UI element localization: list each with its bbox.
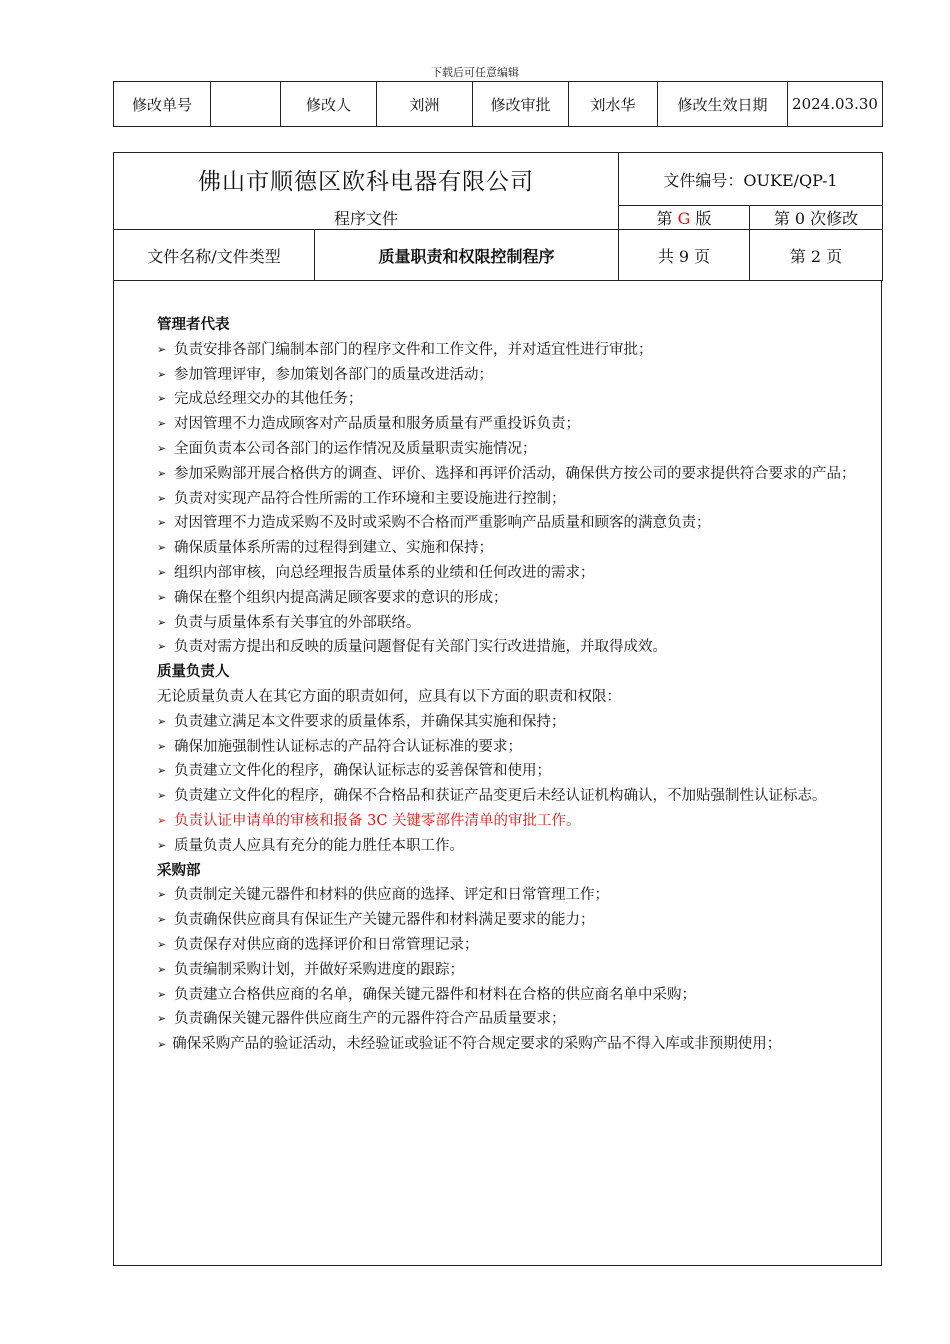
list-item <box>157 561 871 586</box>
list-item <box>157 834 871 859</box>
arrow-bullet-icon: ➢ <box>157 342 167 356</box>
list-item-text: 负责编制采购计划，并做好采购进度的跟踪； <box>174 961 464 978</box>
list-item <box>157 735 871 760</box>
list-item-text: 负责制定关键元器件和材料的供应商的选择、评定和日常管理工作； <box>174 887 609 904</box>
arrow-bullet-icon: ➢ <box>157 516 167 530</box>
list-item <box>157 784 871 809</box>
arrow-bullet-icon: ➢ <box>157 987 167 1001</box>
list-item <box>157 338 871 363</box>
list-item-text: 负责建立文件化的程序，确保不合格品和获证产品变更后未经认证机构确认，不加贴强制性认证标志。 <box>174 788 827 805</box>
list-item-text: 质量负责人应具有充分的能力胜任本职工作。 <box>174 837 464 854</box>
list-item-text: 负责认证申请单的审核和报备 3C 关键零部件清单的审批工作。 <box>174 812 581 829</box>
list-item <box>157 387 871 412</box>
document-body <box>113 281 882 1266</box>
version-suffix: 版 <box>695 209 712 228</box>
list-item-text: 负责与质量体系有关事宜的外部联络。 <box>174 614 421 631</box>
arrow-bullet-icon: ➢ <box>157 640 167 654</box>
list-item-text: 负责确保关键元器件供应商生产的元器件符合产品质量要求； <box>174 1011 566 1028</box>
list-item-text: 完成总经理交办的其他任务； <box>174 391 363 408</box>
page-number: 第 2 页 <box>750 230 883 281</box>
effective-date-label: 修改生效日期 <box>658 82 788 127</box>
version-cell <box>619 206 750 230</box>
list-item <box>157 759 871 784</box>
arrow-bullet-icon: ➢ <box>157 838 167 852</box>
quality-manager-intro: 无论质量负责人在其它方面的职责如何，应具有以下方面的职责和权限： <box>157 688 621 705</box>
list-item-text: 确保加施强制性认证标志的产品符合认证标准的要求； <box>174 738 522 755</box>
list-item <box>157 511 871 536</box>
list-item-text: 负责对需方提出和反映的质量问题督促有关部门实行改进措施，并取得成效。 <box>174 639 667 656</box>
revision-review-label: 修改审批 <box>473 82 569 127</box>
arrow-bullet-icon: ➢ <box>157 441 167 455</box>
list-item <box>123 1032 871 1058</box>
arrow-bullet-icon: ➢ <box>157 739 167 753</box>
list-item-text: 全面负责本公司各部门的运作情况及质量职责实施情况； <box>174 440 537 457</box>
list-item-text: 确保质量体系所需的过程得到建立、实施和保持； <box>174 540 493 557</box>
list-item-text: 负责安排各部门编制本部门的程序文件和工作文件，并对适宜性进行审批； <box>174 341 653 358</box>
download-note: 下载后可任意编辑 <box>431 66 519 79</box>
revision-table <box>113 81 883 127</box>
effective-date-value: 2024.03.30 <box>788 82 883 127</box>
document-content <box>157 313 871 1058</box>
arrow-bullet-icon: ➢ <box>157 813 167 827</box>
list-item <box>157 809 871 834</box>
list-item-text: 负责保存对供应商的选择评价和日常管理记录； <box>174 936 479 953</box>
list-item-text: 组织内部审核，向总经理报告质量体系的业绩和任何改进的需求； <box>174 564 595 581</box>
document-name: 质量职责和权限控制程序 <box>315 230 619 281</box>
document-number: 文件编号：OUKE/QP-1 <box>619 153 883 206</box>
list-item-text: 确保采购产品的验证活动，未经验证或验证不符合规定要求的采购产品不得入库或非预期使用； <box>172 1036 782 1053</box>
revised-by-value: 刘洲 <box>377 82 473 127</box>
list-item <box>157 958 871 983</box>
company-name: 佛山市顺德区欧科电器有限公司 <box>114 153 619 206</box>
arrow-bullet-icon: ➢ <box>157 937 167 951</box>
list-item <box>157 908 871 933</box>
list-item-text: 对因管理不力造成采购不及时或采购不合格而严重影响产品质量和顾客的满意负责； <box>174 515 711 532</box>
list-item-text: 负责建立合格供应商的名单，确保关键元器件和材料在合格的供应商名单中采购； <box>174 986 696 1003</box>
revision-no-value <box>211 82 281 127</box>
arrow-bullet-icon: ➢ <box>157 913 167 927</box>
list-item <box>157 710 871 735</box>
arrow-bullet-icon: ➢ <box>157 1038 167 1052</box>
list-item <box>157 536 871 561</box>
list-item-text: 参加采购部开展合格供方的调查、评价、选择和再评价活动，确保供方按公司的要求提供符合要求的产品； <box>174 465 856 482</box>
list-item <box>157 437 871 462</box>
revision-no-label: 修改单号 <box>114 82 211 127</box>
management-rep-list <box>157 338 871 660</box>
list-item-text: 负责建立满足本文件要求的质量体系，并确保其实施和保持； <box>174 713 566 730</box>
list-item <box>157 586 871 611</box>
list-item-text: 负责确保供应商具有保证生产关键元器件和材料满足要求的能力； <box>174 912 595 929</box>
list-item-text: 对因管理不力造成顾客对产品质量和服务质量有严重投诉负责； <box>174 416 580 433</box>
section-heading-purchasing: 采购部 <box>157 861 201 879</box>
arrow-bullet-icon: ➢ <box>157 590 167 604</box>
revised-by-label: 修改人 <box>281 82 377 127</box>
list-item <box>157 983 871 1008</box>
revision-review-value: 刘水华 <box>569 82 658 127</box>
arrow-bullet-icon: ➢ <box>157 888 167 902</box>
list-item-text: 负责建立文件化的程序，确保认证标志的妥善保管和使用； <box>174 763 551 780</box>
arrow-bullet-icon: ➢ <box>157 565 167 579</box>
total-pages: 共 9 页 <box>619 230 750 281</box>
list-item <box>157 635 871 660</box>
modification-count: 第 0 次修改 <box>750 206 883 230</box>
arrow-bullet-icon: ➢ <box>157 392 167 406</box>
list-item <box>157 412 871 437</box>
list-item <box>157 1007 871 1032</box>
list-item-text: 负责对实现产品符合性所需的工作环境和主要设施进行控制； <box>174 490 566 507</box>
arrow-bullet-icon: ➢ <box>157 714 167 728</box>
arrow-bullet-icon: ➢ <box>157 789 167 803</box>
arrow-bullet-icon: ➢ <box>157 466 167 480</box>
arrow-bullet-icon: ➢ <box>157 367 167 381</box>
version-letter: G <box>677 209 691 228</box>
arrow-bullet-icon: ➢ <box>157 1012 167 1026</box>
arrow-bullet-icon: ➢ <box>157 615 167 629</box>
version-prefix: 第 <box>656 209 673 228</box>
document-header-table <box>113 152 883 281</box>
section-heading-quality-manager: 质量负责人 <box>157 663 230 681</box>
list-item <box>157 462 871 487</box>
list-item <box>157 933 871 958</box>
list-item <box>157 883 871 908</box>
list-item <box>157 487 871 512</box>
list-item <box>157 611 871 636</box>
arrow-bullet-icon: ➢ <box>157 417 167 431</box>
section-heading-management-rep: 管理者代表 <box>157 316 230 333</box>
arrow-bullet-icon: ➢ <box>157 962 167 976</box>
document-type: 程序文件 <box>114 206 619 230</box>
arrow-bullet-icon: ➢ <box>157 541 167 555</box>
purchasing-list <box>157 883 871 1058</box>
quality-manager-list <box>157 710 871 859</box>
name-type-label: 文件名称/文件类型 <box>114 230 315 281</box>
list-item-text: 参加管理评审，参加策划各部门的质量改进活动； <box>174 366 493 383</box>
list-item <box>157 363 871 388</box>
list-item-text: 确保在整个组织内提高满足顾客要求的意识的形成； <box>174 589 508 606</box>
arrow-bullet-icon: ➢ <box>157 764 167 778</box>
arrow-bullet-icon: ➢ <box>157 491 167 505</box>
